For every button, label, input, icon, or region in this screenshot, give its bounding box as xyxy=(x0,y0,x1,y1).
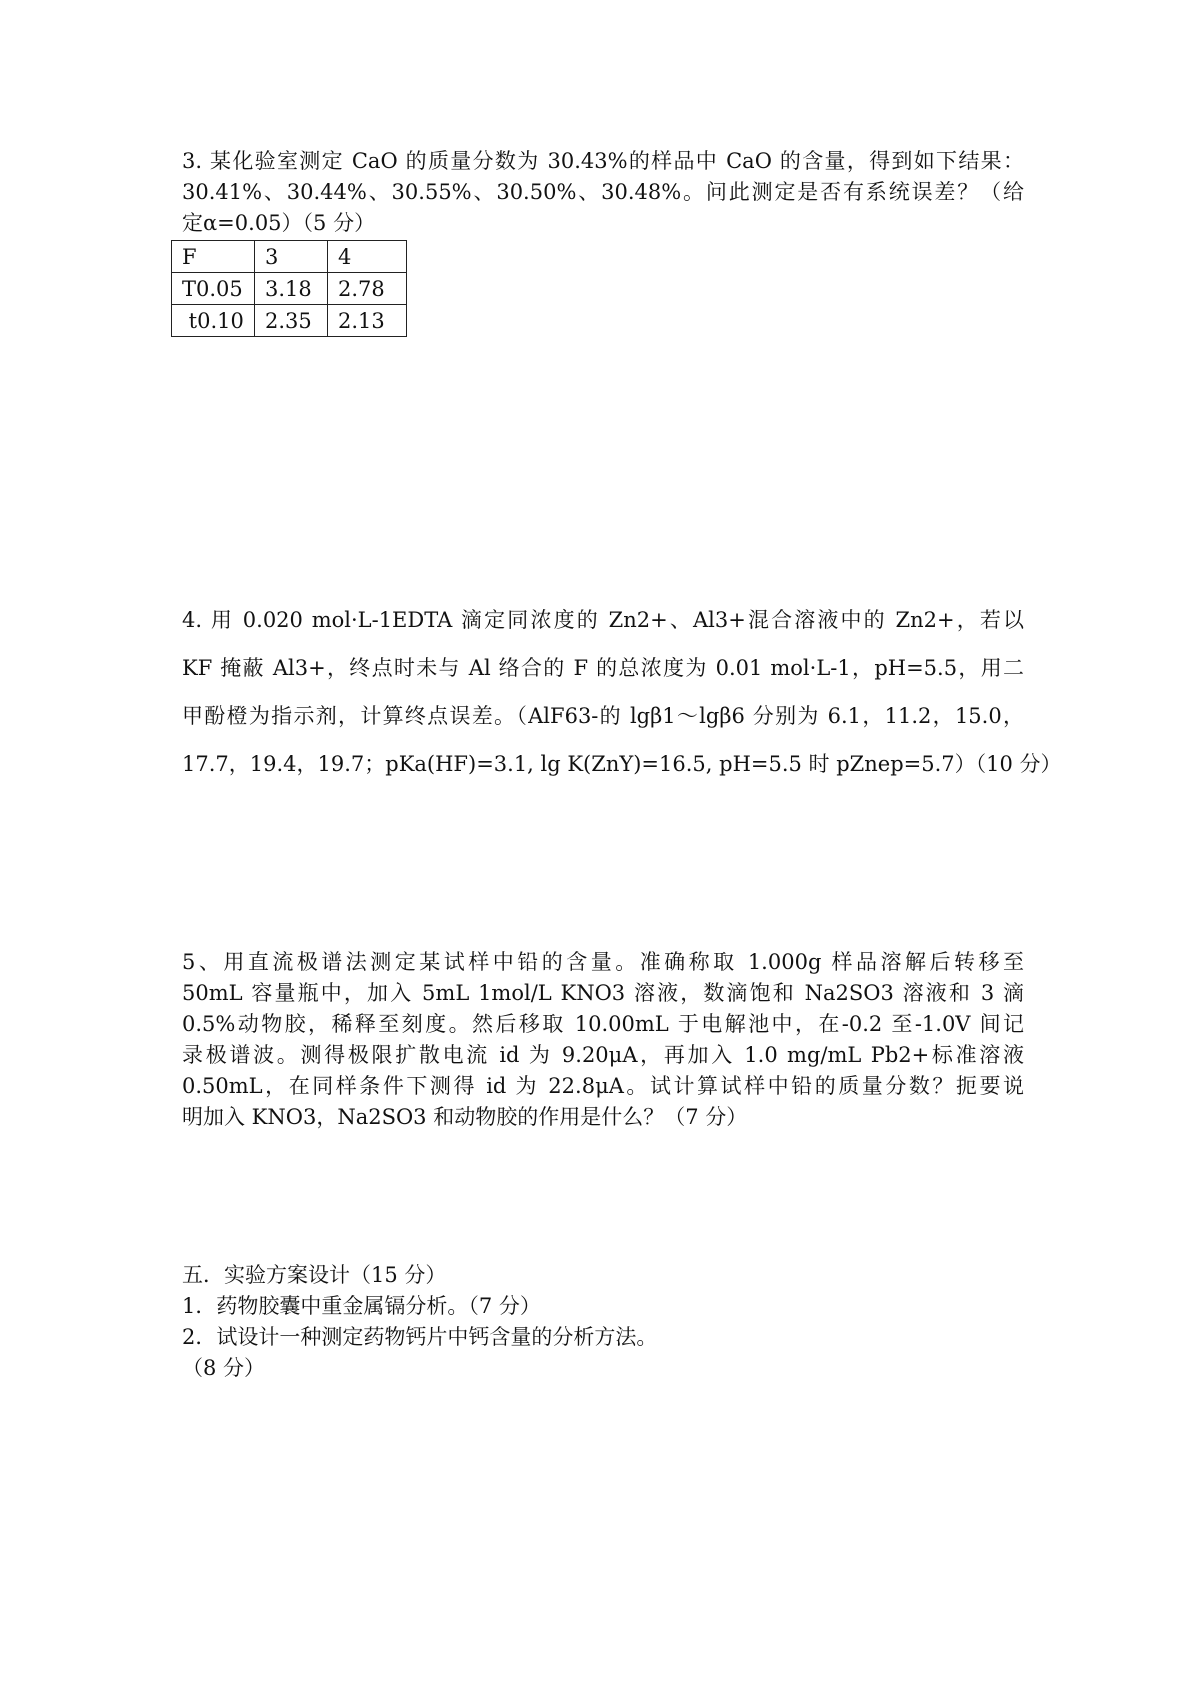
table-cell: t0.10 xyxy=(172,305,255,337)
table-row xyxy=(172,273,407,305)
table-cell: 4 xyxy=(328,241,407,273)
question-4-line: 17.7，19.4，19.7；pKa(HF)=3.1, lg K(ZnY)=16.5, pH=5.5 时 pZnep=5.7）（10 分） xyxy=(182,752,1062,776)
question-5-line: 0.50mL，在同样条件下测得 id 为 22.8μA。试计算试样中铅的质量分数？扼要说 xyxy=(182,1074,1024,1098)
question-4 xyxy=(182,596,1062,788)
table-cell: 3 xyxy=(255,241,328,273)
question-5-line: 录极谱波。测得极限扩散电流 id 为 9.20μA，再加入 1.0 mg/mL Pb2+标准溶液 xyxy=(182,1043,1024,1067)
question-3-line: 3. 某化验室测定 CaO 的质量分数为 30.43%的样品中 CaO 的含量，得到如下结果： xyxy=(182,149,1024,173)
section-heading: 五．实验方案设计（15 分） xyxy=(182,1263,447,1287)
question-5-line: 0.5%动物胶，稀释至刻度。然后移取 10.00mL 于电解池中，在-0.2 至-1.0V 间记 xyxy=(182,1012,1024,1036)
table-row xyxy=(172,305,407,337)
table-cell: 3.18 xyxy=(255,273,328,305)
table-cell: 2.35 xyxy=(255,305,328,337)
critical-values-table xyxy=(171,240,407,337)
question-5 xyxy=(182,947,1024,1133)
question-4-line: KF 掩蔽 Al3+，终点时未与 Al 络合的 F 的总浓度为 0.01 mol·L-1，pH=5.5，用二 xyxy=(182,656,1024,680)
table-cell: 2.78 xyxy=(328,273,407,305)
table-cell: T0.05 xyxy=(172,273,255,305)
question-5-line: 明加入 KNO3，Na2SO3 和动物胶的作用是什么？（7 分） xyxy=(182,1105,748,1129)
table-cell: F xyxy=(172,241,255,273)
table-cell: 2.13 xyxy=(328,305,407,337)
question-3 xyxy=(182,146,1024,239)
table-row xyxy=(172,241,407,273)
question-4-line: 4. 用 0.020 mol·L-1EDTA 滴定同浓度的 Zn2+、Al3+混合溶液中的 Zn2+，若以 xyxy=(182,608,1024,632)
question-5-line: 50mL 容量瓶中，加入 5mL 1mol/L KNO3 溶液，数滴饱和 Na2SO3 溶液和 3 滴 xyxy=(182,981,1024,1005)
section-5-experiment-design xyxy=(182,1260,1024,1384)
question-4-line: 甲酚橙为指示剂，计算终点误差。（AlF63-的 lgβ1～lgβ6 分别为 6.1，11.2，15.0， xyxy=(182,704,1024,728)
question-5-line: 5、用直流极谱法测定某试样中铅的含量。准确称取 1.000g 样品溶解后转移至 xyxy=(182,950,1024,974)
section-item: 1．药物胶囊中重金属镉分析。（7 分） xyxy=(182,1294,541,1318)
section-item: （8 分） xyxy=(182,1356,266,1380)
question-3-line: 定α=0.05）（5 分） xyxy=(182,211,376,235)
section-item: 2．试设计一种测定药物钙片中钙含量的分析方法。 xyxy=(182,1325,658,1349)
question-3-line: 30.41%、30.44%、30.55%、30.50%、30.48%。问此测定是否有系统误差？（给 xyxy=(182,180,1024,204)
